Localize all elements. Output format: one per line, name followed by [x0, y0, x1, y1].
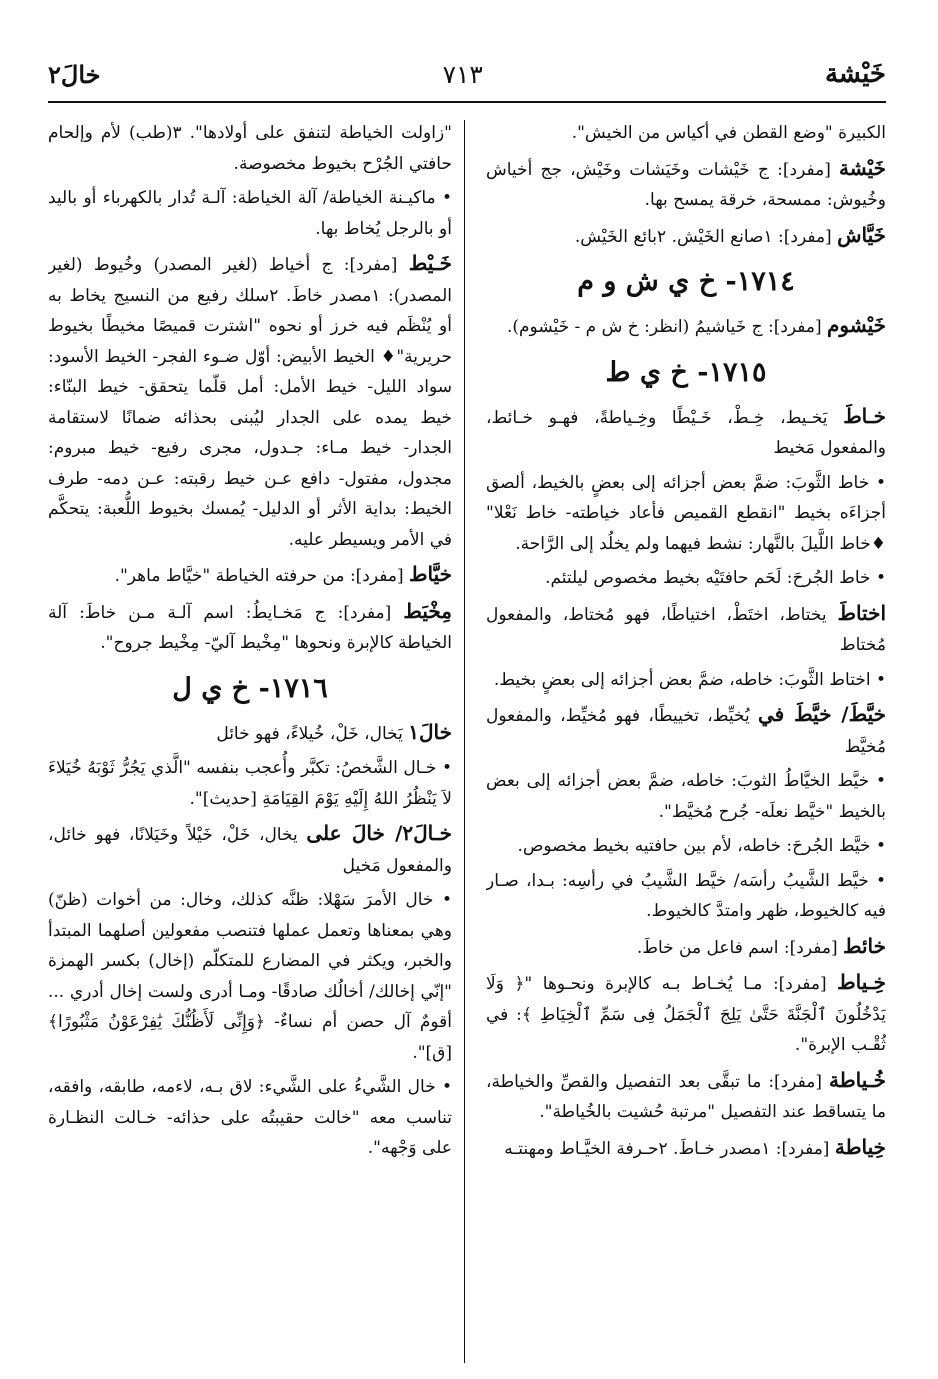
sense-paragraph: الكبيرة "وضع القطن في أكياس من الخيش". [571, 123, 886, 143]
dictionary-entry [486, 1065, 886, 1128]
entry-headword: خَـيْط [408, 251, 452, 275]
left-column [48, 118, 452, 1363]
sense-paragraph: "زاولت الخياطة لتنفق على أولادها". ٣(طب) لأم وإلحام حافتي الجُرْح بخيوط مخصوصة. [48, 123, 452, 174]
dictionary-entry [486, 967, 886, 1061]
entry-definition: [مفرد]: ما تبقَّى بعد التفصيل والقصِّ والخياطة، ما يتساقط عند التفصيل "مرتبة حُشيت بالخُياطة". [486, 1071, 886, 1122]
entry-headword: خُـياطة [829, 1067, 886, 1092]
entry-headword: خـالَ٢/ خالَ على [306, 821, 452, 845]
right-column [486, 118, 886, 1363]
entry-definition: [مفرد]: ج مَخـايطُ: اسم آلـة مـن خاطَ: آلة الخياطة كالإبرة ونحوها "مِخْيط آليّ- مِخْيط جروح". [48, 602, 452, 653]
dictionary-entry [486, 1132, 886, 1165]
root-heading: ١٧١٦- خ ي ل [172, 672, 328, 704]
entry-headword: خَيَّاش [837, 222, 886, 247]
dictionary-entry [486, 153, 886, 216]
column-divider [464, 120, 465, 1363]
entry-definition: [مفرد]: ج خَيْشات وخَيَشات وخَيْش، جج أخياش وخُيوش: ممسحة، خرقة يمسح بها. [486, 159, 886, 210]
entry-definition: [مفرد]: ج خَياشيمُ (انظر: خ ش م - خَيْشوم). [506, 317, 828, 337]
sense-paragraph: • اختاط الثَّوبَ: خاطه، ضمَّ بعض أجزائه إلى بعضٍ بخيط. [493, 669, 886, 690]
sense-paragraph: • خيَّط الشَّيبُ رأسَه/ خيَّط الشَّيبُ في رأسِه: بـدا، صـار فيه كالخيوط، ظهر وامتدَّ كالخيوط. [486, 870, 886, 921]
sense-paragraph: • خال الشَّيءُ على الشَّيء: لاق بـه، لاءمه، طابقه، وافقه، تناسب معه "خالت حقيبتُه على حذائه- خـالت النظـارة على وَجْهه". [48, 1077, 452, 1158]
sense-paragraph: • ماكيـنة الخياطة/ آلة الخياطة: آلـة تُدار بالكهرباء أو باليد أو بالرجل يُخاط بها. [48, 188, 452, 239]
entry-definition: يَخـيط، خِـطْ، خَـيْطًا وخِـياطةً، فهـو خـائط، والمفعول مَخيط [486, 407, 886, 458]
dictionary-entry [486, 310, 886, 343]
sense-paragraph: • خاط الثَّوبَ: ضمَّ بعض أجزائه إلى بعضٍ بالخيط، ألصق أجزاءَه بخيط "انقطع القميص فأعاد خياطته- خاط نَعْلا" ♦خاط اللَّيلَ بالنَّهار: نشط فيهما ولم يخلُد إلى الرَّاحة. [486, 472, 886, 554]
entry-headword: خِياطة [834, 1134, 886, 1159]
dictionary-entry [48, 818, 452, 881]
entry-definition: [مفرد]: من حرفته الخياطة "خيَّاط ماهر". [114, 566, 409, 586]
running-head [48, 52, 886, 96]
header-rule [48, 101, 886, 103]
entry-definition: يَخال، خَلْ، خُيلاءً، فهو خائل [216, 723, 409, 744]
dictionary-entry [486, 598, 886, 661]
entry-definition: يختاط، اختَطْ، اختياطًا، فهو مُختاط، والمفعول مُختاط [486, 604, 886, 655]
sense-paragraph: • خيَّط الخيَّاطُ الثوبَ: خاطه، ضمَّ بعض أجزائه إلى بعض بالخيط "خيَّط نعلَه- جُرح مُخيَّط". [486, 771, 886, 822]
dictionary-entry [48, 559, 452, 592]
entry-definition: [مفرد]: ١صانع الخَيْش. ٢بائع الخَيْش. [574, 226, 838, 247]
entry-headword: خالَ١ [408, 719, 452, 744]
dictionary-entry [48, 248, 452, 555]
sense-paragraph: • خال الأمرَ سَهْلا: ظنَّه كذلك، وخال: من أخوات (ظنّ) وهي بمعناها وتعمل عملها فتنصب مفعولين أصلهما المبتدأ والخبر، ويكثر في المضارع للمتكلّم (إخال) بكسر الهمزة "إنّي إخالك/ أخالُك صادقًا- ومـا أدرى ولست إخال أدري ... أقومٌ آل حصن أم نساءٌ- ﴿وَإِنِّى لَأَظُنُّكَ يَٰفِرْعَوْنُ مَثْبُورًا﴾ [ق]". [48, 890, 452, 1063]
page-number: ٧١٣ [442, 59, 483, 89]
dictionary-entry [486, 220, 886, 253]
entry-headword: خـاطَ [843, 403, 886, 428]
entry-definition: [مفرد]: ج أخياط (لغير المصدر) وخُيوط (لغير المصدر): ١مصدر خاطَ. ٢سلك رفيع من النسيج يخاط به أو يُنْظَم فيه خرز أو نحوه "اشترت قميصًا مخيطًا بخيوط حريرية"♦ الخيط الأبيض: أوّل ضـوء الفجر- الخيط الأسود: سواد الليل- خيط الأمل: أمل قلّما يتحقق- خيط البنّاء: خيط يمده على الجدار ليُبنى بحذائه ضمانًا لاستقامة الجدار- خيط مـاء: جـدول، مجرى رفيع- خيط مبروم: مجدول، مفتول- دافع عـن خيط رقبته: عـن دمه- طرف الخيط: بداية الأثر أو الدليل- يُمسك بخيوط اللُّعبة: يتحكَّم في الأمر ويسيطر عليه. [48, 255, 452, 550]
dictionary-entry [486, 931, 886, 964]
entry-definition: [مفرد]: اسم فاعل من خاطَ. [636, 937, 843, 958]
entry-headword: خائط [842, 933, 886, 958]
entry-headword: خِـياط [837, 970, 886, 994]
entry-definition: [مفرد]: مـا يُخـاط بـه كالإبرة ونحـوها "﴿ وَلَا يَدْخُلُونَ ٱلْجَنَّةَ حَتَّىٰ يَلِجَ ٱلْجَمَلُ فِى سَمِّ ٱلْخِيَاطِ ﴾: في ثُقْـب الإبرة". [486, 974, 886, 1055]
entry-headword: اختاطَ [837, 600, 886, 625]
sense-paragraph: • خـال الشَّخصُ: تكبَّر وأُعجب بنفسه "الَّذي يَجُرُّ ثَوْبَهُ خُيَلاءَ لاَ يَنْظُرُ اللهُ إِلَيْهِ يَوْمَ القِيَامَةِ [حديث]". [48, 758, 452, 809]
root-heading: ١٧١٤- خ ي ش و م [577, 266, 795, 297]
entry-headword: خَيْشوم [827, 313, 886, 337]
entry-definition: يُخيِّط، تخييطًا، فهو مُخيِّط، والمفعول مُخيَّط [486, 706, 886, 757]
sense-paragraph: • خاط الجُرحَ: لَحَم حافتَيْه بخيط مخصوص ليلتئم. [545, 568, 886, 588]
entry-headword: خيَّاط [409, 562, 452, 586]
dictionary-entry [486, 699, 886, 762]
entry-definition: يخال، خَلْ، خَيْلاً وخَيَلانًا، فهو خائل، والمفعول مَخيل [48, 825, 452, 876]
first-entry-word: خَيْشة [824, 59, 886, 89]
sense-paragraph: • خيَّط الجُرحَ: خاطه، لأم بين حافتيه بخيط مخصوص. [517, 836, 886, 856]
entry-definition: [مفرد]: ١مصدر خـاطَ. ٢حـرفة الخيَّـاط ومهنتـه [504, 1138, 835, 1159]
dictionary-entry [48, 596, 452, 659]
entry-headword: خَيْشة [839, 155, 886, 180]
entry-headword: خيَّطَ/ خيَّطَ في [757, 702, 886, 726]
dictionary-entry [486, 401, 886, 464]
dictionary-entry [48, 717, 452, 750]
root-heading: ١٧١٥- خ ي ط [605, 356, 767, 388]
entry-headword: مِخْيَط [403, 598, 452, 623]
last-entry-word: خالَ٢ [48, 59, 101, 89]
